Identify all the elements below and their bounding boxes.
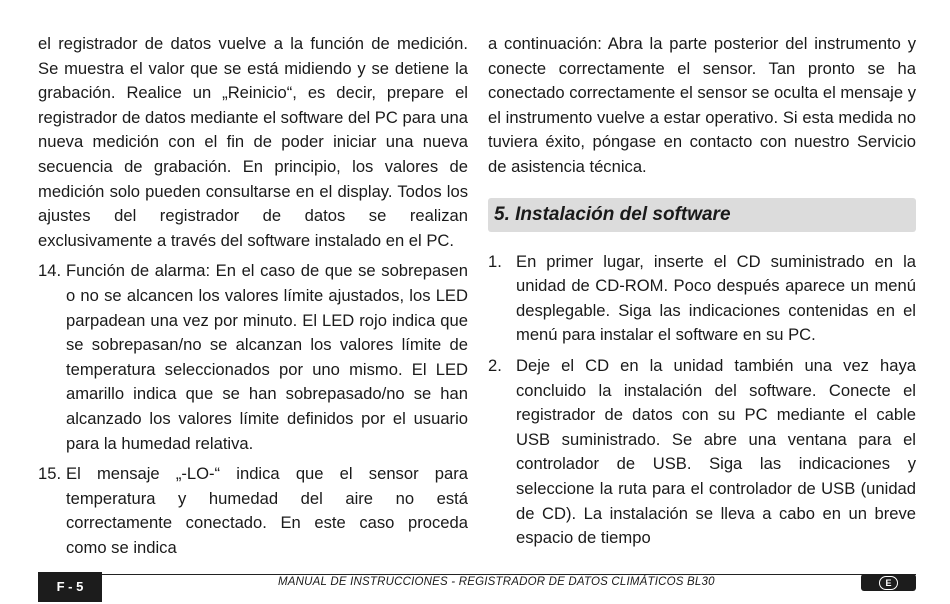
page-number: F - 5 (38, 572, 102, 602)
left-column (38, 32, 468, 560)
list-item-number: 15. (38, 464, 62, 484)
list-item-text: En primer lugar, inserte el CD suministrado en la unidad de CD-ROM. Poco después aparece un menú desplegable. Siga las indicaciones contenidas en el menú para instalar el software en su PC. (516, 251, 916, 345)
list-item (38, 259, 468, 456)
list-item (488, 250, 916, 348)
list-item-text: Función de alarma: En el caso de que se sobrepasen o no se alcancen los valores límite ajustados, los LED parpadean una vez por minuto. El LED rojo indica que se sobrepasan/no se alcanzan los valores límite de temperatura seleccionados por uno mismo. El LED amarillo indica que se han sobrepasado/no se han alcanzado los valores límite definidos por el usuario para la humedad relativa. (66, 261, 468, 453)
language-icon: E (879, 576, 898, 590)
section-heading: 5. Instalación del software (488, 198, 916, 232)
list-item-text: Deje el CD en la unidad también una vez haya concluido la instalación del software. Conecte el registrador de datos con su PC mediante el cable USB suministrado. Se abre una ventana para el controlador de USB. Siga las indicaciones y seleccione la ruta para el controlador de USB (unidad de CD). La instalación se lleva a cabo en un breve espacio de tiempo (516, 355, 916, 548)
list-item-number: 1. (488, 251, 502, 271)
list-item (38, 462, 468, 560)
list-item (488, 354, 916, 551)
page-footer (38, 572, 916, 602)
list-item-number: 2. (488, 355, 502, 375)
footer-rule (38, 574, 916, 575)
left-intro-paragraph: el registrador de datos vuelve a la función de medición. Se muestra el valor que se está midiendo y se detiene la grabación. Realice un „Reinicio“, es decir, prepare el registrador de datos mediante el software del PC para una nueva medición con el fin de poder iniciar una nueva secuencia de grabación. En principio, los valores de medición solo pueden consultarse en el display. Todos los ajustes del registrador de datos se realizan exclusivamente a través del software instalado en el PC. (38, 34, 468, 250)
right-intro-paragraph: a continuación: Abra la parte posterior del instrumento y conecte correctamente el sensor. Tan pronto se ha conectado correctamente el sensor se oculta el mensaje y el instrumento vuelve a estar operativo. Si esta medida no tuviera éxito, póngase en contacto con nuestro Servicio de asistencia técnica. (488, 34, 916, 176)
right-column (488, 32, 916, 551)
language-tab (861, 574, 916, 591)
list-item-number: 14. (38, 261, 62, 281)
footer-title: MANUAL DE INSTRUCCIONES - REGISTRADOR DE DATOS CLIMÁTICOS BL30 (278, 576, 715, 588)
list-item-text: El mensaje „-LO-“ indica que el sensor para temperatura y humedad del aire no está correctamente conectado. En este caso proceda como se indica (66, 464, 468, 557)
